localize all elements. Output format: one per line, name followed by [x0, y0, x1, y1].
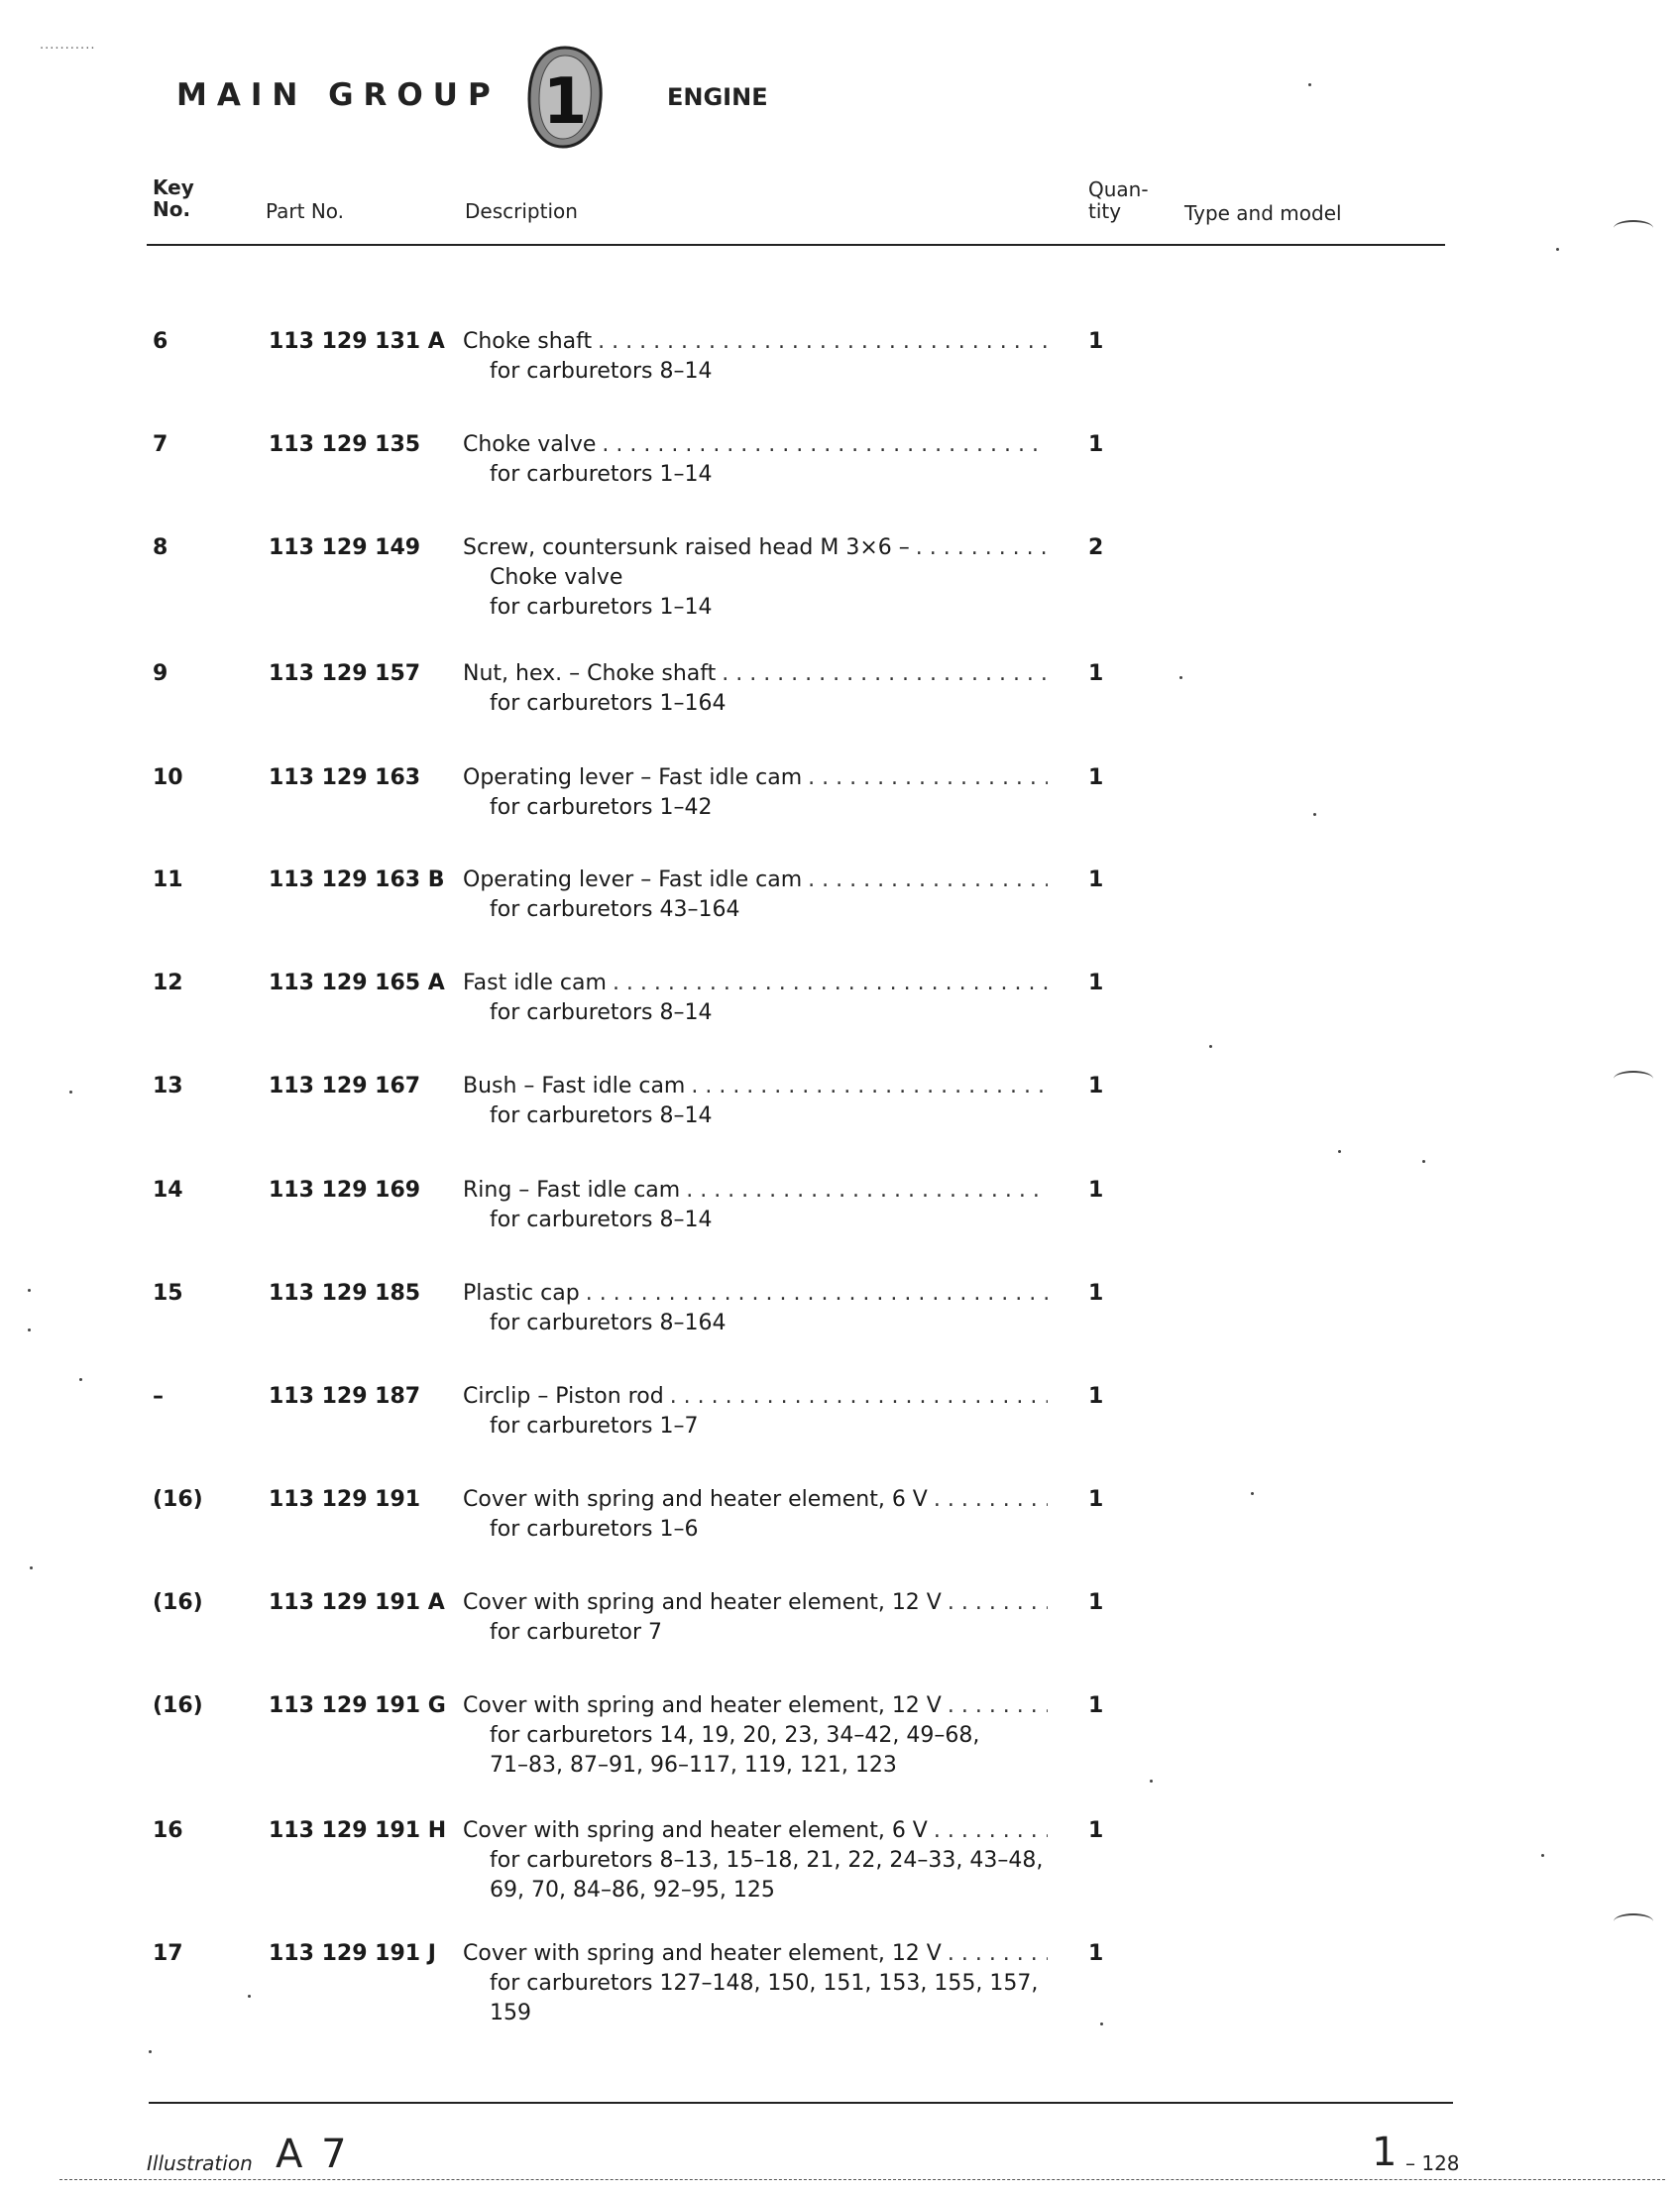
- table-row: [0, 866, 1680, 955]
- illustration-code: A 7: [276, 2132, 350, 2177]
- scan-artifact: [1209, 1045, 1212, 1048]
- column-header-type: Type and model: [1184, 201, 1342, 225]
- scan-artifact: [1614, 1071, 1653, 1087]
- scan-artifact: [248, 1995, 251, 1998]
- key-number: 12: [153, 971, 183, 995]
- description-subline: for carburetors 8–14: [490, 359, 713, 384]
- table-row: [0, 1176, 1680, 1265]
- dot-leader: [691, 1072, 1048, 1101]
- quantity: 1: [1088, 867, 1104, 892]
- dot-leader: [602, 430, 1048, 460]
- description-line: [463, 1485, 1048, 1515]
- description-text: Cover with spring and heater element, 6 V: [463, 1818, 928, 1843]
- description-subline: for carburetors 1–14: [490, 462, 713, 487]
- description-text: Bush – Fast idle cam: [463, 1074, 686, 1098]
- description-subline: for carburetors 14, 19, 20, 23, 34–42, 49–68,: [490, 1723, 980, 1748]
- description-subline: for carburetors 8–164: [490, 1311, 727, 1335]
- scan-mark: ...........: [40, 38, 96, 53]
- description-subline: for carburetors 8–14: [490, 1208, 713, 1232]
- description: [463, 1691, 1048, 1781]
- dot-leader: [598, 327, 1048, 357]
- description-subline: for carburetors 8–13, 15–18, 21, 22, 24–33, 43–48,: [490, 1848, 1044, 1873]
- key-number: 11: [153, 867, 183, 892]
- table-row: [0, 1691, 1680, 1781]
- key-number: 8: [153, 535, 168, 560]
- scan-artifact: [1313, 813, 1316, 816]
- description: [463, 1279, 1048, 1338]
- dot-leader: [948, 1588, 1048, 1618]
- description: [463, 533, 1048, 623]
- part-number: 113 129 191 H: [269, 1818, 447, 1843]
- key-number: 15: [153, 1281, 183, 1306]
- key-number: 7: [153, 432, 168, 457]
- description-text: Ring – Fast idle cam: [463, 1178, 681, 1203]
- part-number: 113 129 191 A: [269, 1590, 445, 1615]
- description-subline: for carburetors 1–14: [490, 595, 713, 620]
- description-subline: for carburetors 43–164: [490, 897, 740, 922]
- table-row: [0, 969, 1680, 1058]
- scan-artifact: [28, 1329, 31, 1331]
- scan-artifact: [69, 1091, 72, 1094]
- description: [463, 1939, 1048, 2028]
- dot-leader: [808, 866, 1048, 895]
- description-text: Choke valve: [463, 432, 597, 457]
- description: [463, 1382, 1048, 1442]
- key-number: 16: [153, 1818, 183, 1843]
- description-line: [463, 533, 1048, 563]
- quantity: 2: [1088, 535, 1104, 560]
- scan-artifact: [30, 1566, 33, 1569]
- quantity: 1: [1088, 765, 1104, 790]
- page-suffix: – 128: [1405, 2151, 1460, 2175]
- key-number: (16): [153, 1590, 203, 1615]
- description-line: [463, 1691, 1048, 1721]
- quantity: 1: [1088, 1074, 1104, 1098]
- key-number: 13: [153, 1074, 183, 1098]
- scan-artifact: [79, 1378, 82, 1381]
- key-number: (16): [153, 1487, 203, 1512]
- table-row: [0, 533, 1680, 623]
- table-row: [0, 659, 1680, 749]
- part-number: 113 129 187: [269, 1384, 421, 1409]
- part-number: 113 129 163: [269, 765, 421, 790]
- quantity: 1: [1088, 1487, 1104, 1512]
- quantity: 1: [1088, 1178, 1104, 1203]
- scan-artifact: [1422, 1160, 1425, 1163]
- description-text: Fast idle cam: [463, 971, 607, 995]
- dot-leader: [722, 659, 1048, 689]
- quantity: 1: [1088, 1281, 1104, 1306]
- description: [463, 659, 1048, 719]
- scan-artifact: [1179, 676, 1182, 679]
- description: [463, 1816, 1048, 1906]
- quantity: 1: [1088, 432, 1104, 457]
- dot-leader: [934, 1816, 1048, 1846]
- description: [463, 1072, 1048, 1131]
- description: [463, 1588, 1048, 1648]
- description-line: [463, 1072, 1048, 1101]
- key-number: 14: [153, 1178, 183, 1203]
- description-subline: for carburetors 1–7: [490, 1414, 699, 1439]
- quantity: 1: [1088, 1818, 1104, 1843]
- table-row: [0, 1072, 1680, 1161]
- description-line: [463, 763, 1048, 793]
- key-number: (16): [153, 1693, 203, 1718]
- description-line: [463, 430, 1048, 460]
- description-text: Nut, hex. – Choke shaft: [463, 661, 717, 686]
- table-row: [0, 1588, 1680, 1677]
- part-number: 113 129 131 A: [269, 329, 445, 354]
- table-row: [0, 1382, 1680, 1471]
- quantity: 1: [1088, 1693, 1104, 1718]
- scan-artifact: [1251, 1492, 1254, 1495]
- dot-leader: [670, 1382, 1048, 1412]
- description-subline: for carburetors 8–14: [490, 1103, 713, 1128]
- group-number: 1: [542, 65, 588, 139]
- description-line: [463, 1279, 1048, 1309]
- dot-leader: [948, 1691, 1048, 1721]
- table-row: [0, 327, 1680, 416]
- part-number: 113 129 167: [269, 1074, 421, 1098]
- footer-baseline: [59, 2179, 1665, 2180]
- quantity: 1: [1088, 1590, 1104, 1615]
- part-number: 113 129 169: [269, 1178, 421, 1203]
- dot-leader: [686, 1176, 1048, 1206]
- quantity: 1: [1088, 661, 1104, 686]
- part-number: 113 129 191: [269, 1487, 421, 1512]
- description-subline: for carburetors 1–164: [490, 691, 727, 716]
- scan-artifact: [1614, 1913, 1653, 1929]
- column-header-part: Part No.: [266, 199, 345, 223]
- description: [463, 1176, 1048, 1235]
- description: [463, 430, 1048, 490]
- description-line: [463, 1176, 1048, 1206]
- description-subline: for carburetors 1–6: [490, 1517, 699, 1542]
- scan-artifact: [1308, 83, 1311, 86]
- description-line: [463, 1588, 1048, 1618]
- illustration-label: Illustration: [147, 2151, 253, 2175]
- description-text: Cover with spring and heater element, 12 V: [463, 1693, 942, 1718]
- scan-artifact: [149, 2050, 152, 2053]
- part-number: 113 129 149: [269, 535, 421, 560]
- key-number: 10: [153, 765, 183, 790]
- table-row: [0, 1816, 1680, 1906]
- group-number-badge: [523, 44, 607, 153]
- description-line: [463, 969, 1048, 998]
- group-name: ENGINE: [667, 83, 768, 111]
- description-text: Screw, countersunk raised head M 3×6 –: [463, 535, 910, 560]
- description: [463, 327, 1048, 387]
- description-text: Operating lever – Fast idle cam: [463, 765, 803, 790]
- dot-leader: [948, 1939, 1048, 1969]
- scan-artifact: [1150, 1780, 1153, 1783]
- part-number: 113 129 191 G: [269, 1693, 446, 1718]
- part-number: 113 129 157: [269, 661, 421, 686]
- part-number: 113 129 185: [269, 1281, 421, 1306]
- dot-leader: [916, 533, 1048, 563]
- page-number: 1: [1372, 2130, 1398, 2175]
- part-number: 113 129 135: [269, 432, 421, 457]
- column-header-key: Key No.: [153, 175, 194, 221]
- description-line: [463, 327, 1048, 357]
- scan-artifact: [1614, 220, 1653, 236]
- quantity: 1: [1088, 1384, 1104, 1409]
- footer-divider: [149, 2102, 1453, 2104]
- description-subline: for carburetors 127–148, 150, 151, 153, 155, 157,: [490, 1971, 1039, 1996]
- description-text: Choke shaft: [463, 329, 593, 354]
- description-text: Cover with spring and heater element, 12 V: [463, 1590, 942, 1615]
- description-line: [463, 1816, 1048, 1846]
- description-text: Cover with spring and heater element, 12 V: [463, 1941, 942, 1966]
- part-number: 113 129 191 J: [269, 1941, 436, 1966]
- part-number: 113 129 165 A: [269, 971, 445, 995]
- column-header-quantity: Quan- tity: [1088, 177, 1149, 223]
- description-line: [463, 866, 1048, 895]
- description-subline: Choke valve: [490, 565, 623, 590]
- description-text: Circlip – Piston rod: [463, 1384, 664, 1409]
- scan-artifact: [1541, 1854, 1544, 1857]
- main-group-label: MAIN GROUP: [176, 77, 501, 113]
- description-subline: for carburetors 1–42: [490, 795, 713, 820]
- table-row: [0, 430, 1680, 520]
- dot-leader: [808, 763, 1048, 793]
- description: [463, 969, 1048, 1028]
- description-line: [463, 1939, 1048, 1969]
- table-row: [0, 1939, 1680, 2028]
- description-subline: 71–83, 87–91, 96–117, 119, 121, 123: [490, 1753, 897, 1778]
- header-divider: [147, 244, 1445, 246]
- description-line: [463, 659, 1048, 689]
- table-row: [0, 763, 1680, 853]
- scan-artifact: [1556, 248, 1559, 251]
- description-text: Plastic cap: [463, 1281, 580, 1306]
- description-subline: 159: [490, 2001, 531, 2025]
- dot-leader: [613, 969, 1048, 998]
- key-number: 9: [153, 661, 168, 686]
- key-number: 6: [153, 329, 168, 354]
- quantity: 1: [1088, 329, 1104, 354]
- scan-artifact: [28, 1289, 31, 1292]
- description-subline: 69, 70, 84–86, 92–95, 125: [490, 1878, 775, 1903]
- description-subline: for carburetor 7: [490, 1620, 662, 1645]
- scan-artifact: [1100, 2022, 1103, 2025]
- quantity: 1: [1088, 971, 1104, 995]
- dot-leader: [586, 1279, 1048, 1309]
- description-text: Cover with spring and heater element, 6 V: [463, 1487, 928, 1512]
- description-text: Operating lever – Fast idle cam: [463, 867, 803, 892]
- column-header-description: Description: [465, 199, 578, 223]
- table-row: [0, 1279, 1680, 1368]
- table-row: [0, 1485, 1680, 1574]
- description: [463, 866, 1048, 925]
- description: [463, 763, 1048, 823]
- description-line: [463, 1382, 1048, 1412]
- key-number: 17: [153, 1941, 183, 1966]
- part-number: 113 129 163 B: [269, 867, 445, 892]
- quantity: 1: [1088, 1941, 1104, 1966]
- dot-leader: [934, 1485, 1048, 1515]
- scan-artifact: [1338, 1150, 1341, 1153]
- description: [463, 1485, 1048, 1545]
- key-number: –: [153, 1384, 164, 1409]
- description-subline: for carburetors 8–14: [490, 1000, 713, 1025]
